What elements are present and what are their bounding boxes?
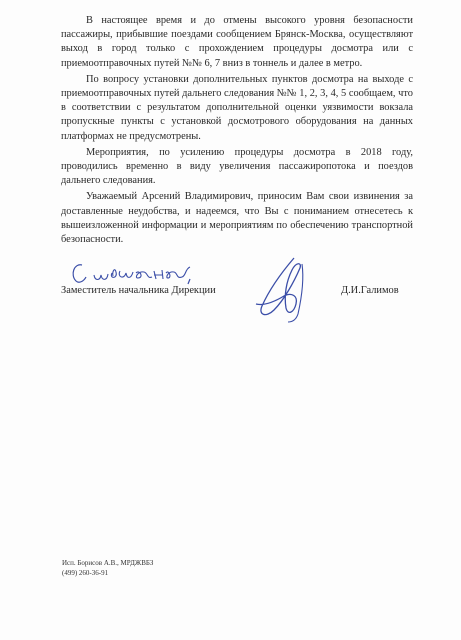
executor-phone: (499) 260-36-91 <box>62 569 109 577</box>
signer-name: Д.И.Галимов <box>341 285 399 296</box>
executor-info <box>62 558 153 578</box>
paragraph-3: Мероприятия, по усилению процедуры досмотра в 2018 году, проводились временно в виду увеличения пассажиропотока и поездов дальнего следования. <box>61 146 413 187</box>
signer-position: Заместитель начальника Дирекции <box>61 285 216 296</box>
paragraph-2: По вопросу установки дополнительных пунктов досмотра на выходе с приемоотправочных путей дальнего следования №№ 1, 2, 3, 4, 5 сообщаем, что в соответствии с результатом дополнительной оценки уязвимости вокзала пропускные пункты с установкой досмотрового оборудования на данных платформах не предусмотрены. <box>61 73 413 142</box>
paragraph-1: В настоящее время и до отмены высокого уровня безопасности пассажиры, прибывшие поездами сообщением Брянск-Москва, осуществляют выход в город только с прохождением процедуры досмотра или с приемоотправочных путей №№ 6, 7 вниз в тоннель и далее в метро. <box>61 15 413 69</box>
signature-mark <box>244 252 320 328</box>
paragraph-4: Уважаемый Арсений Владимирович, приносим Вам свои извинения за доставленные неудобства, и надеемся, что Вы с пониманием отнесетесь к вышеизложенной информации и мероприятиям по обеспечению транспортной безопасности. <box>61 191 413 246</box>
executor-name: Исп. Борисов А.В., МРДЖВБЗ <box>62 559 154 567</box>
letter-body <box>61 14 413 249</box>
